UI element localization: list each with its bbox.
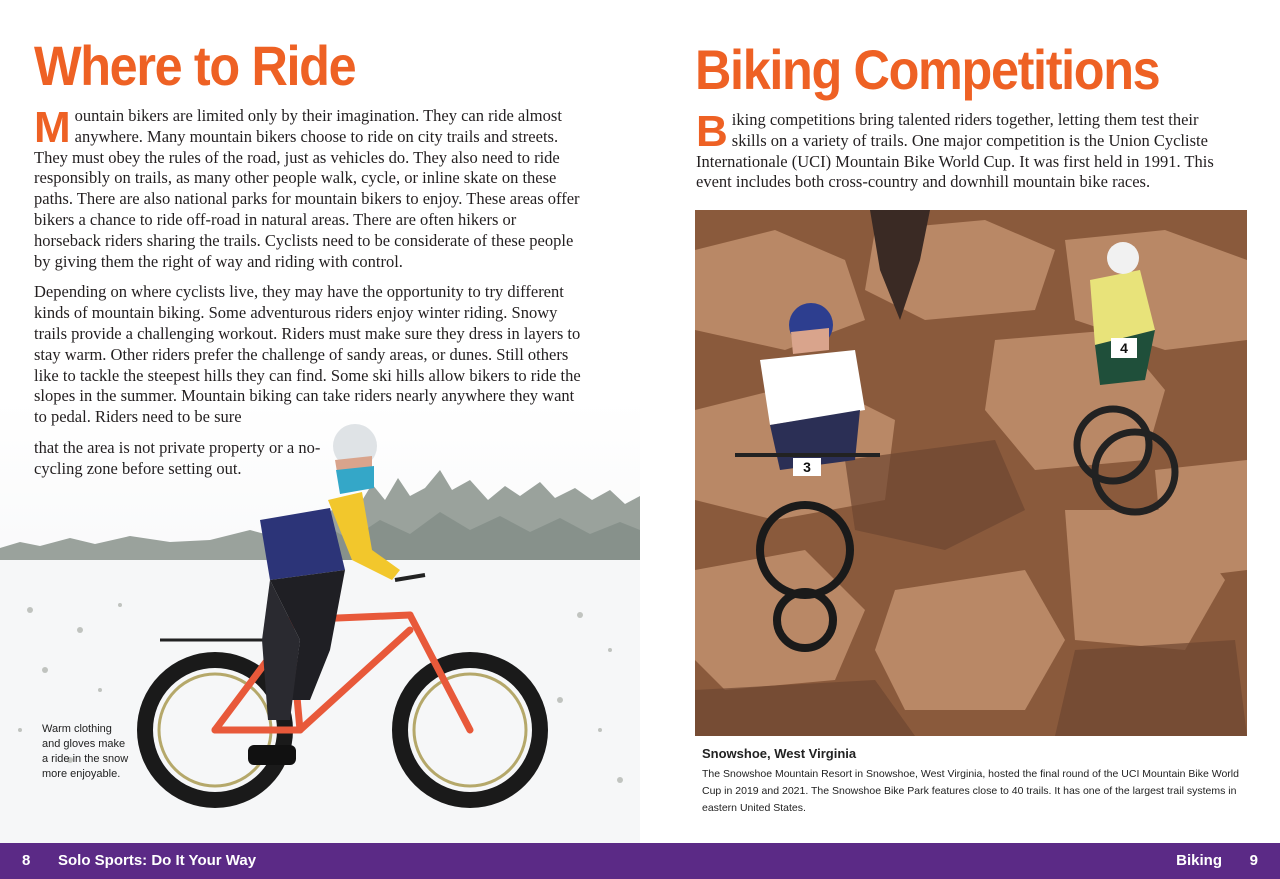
photo-caption-body: The Snowshoe Mountain Resort in Snowshoe, West Virginia, hosted the final round of the UCI Mountain Bike World Cup in 2019 and 2021. The Snowshoe Bike Park features close to 40 trails. It has one of the largest trail systems in eastern United States.: [702, 768, 1239, 814]
left-page-number: 8: [22, 852, 31, 869]
paragraph-2-end: that the area is not private property or a no-cycling zone before setting out.: [34, 437, 321, 478]
bib-number-back: 4: [1120, 340, 1128, 356]
right-page-number: 9: [1249, 852, 1258, 869]
bib-number-front: 3: [803, 459, 811, 475]
book-title: Solo Sports: Do It Your Way: [58, 852, 257, 869]
left-body-text: [34, 103, 586, 490]
right-body-text: [696, 107, 1226, 203]
winter-photo-caption: Warm clothing and gloves make a ride in the snow more enjoyable.: [42, 723, 129, 780]
drop-cap-m: M: [34, 103, 71, 152]
section-name: Biking: [1176, 852, 1222, 869]
drop-cap-b: B: [696, 107, 728, 156]
paragraph-1-text: ountain bikers are limited only by their imagination. They can ride almost anywhere. Many mountain bikers choose to ride on city trails and streets. They must obey the rules of the road, just as vehicles do. They also need to ride responsibly on trails, as many other people walk, cycle, or inline skate on these paths. There are also national parks for mountain bikers to enjoy. These areas offer bikers a chance to ride off-road in natural areas. There are often hikers or horseback riders sharing the trails. Cyclists need to be considerate of these people by giving them the right of way and riding with control.: [34, 106, 580, 271]
right-page: [640, 0, 1280, 843]
photo-caption-title: Snowshoe, West Virginia: [702, 746, 857, 761]
competition-paragraph-text: iking competitions bring talented riders together, letting them test their skills on a variety of trails. One major competition is the Union Cycliste Internationale (UCI) Mountain Bike World Cup. It was first held in 1991. This event includes both cross-country and downhill mountain bike races.: [696, 110, 1214, 192]
race-photo: [695, 210, 1247, 736]
paragraph-2: [34, 282, 586, 428]
left-page: [0, 0, 640, 843]
paragraph-2-text: Depending on where cyclists live, they may have the opportunity to try different kinds of mountain biking. Some adventurous riders enjoy winter riding. Snowy trails provide a challenging workout. Riders must make sure they dress in layers to stay warm. Other riders prefer the challenge of sandy areas, or dunes. Still others like to tackle the steepest hills they can find. Some ski hills allow bikers to ride the slopes in the summer. Mountain biking can take riders nearly anywhere they want to pedal. Riders need to be sure: [34, 282, 581, 427]
footer-bar: [0, 843, 1280, 879]
competition-paragraph: [696, 107, 1226, 193]
page-heading-left: Where to Ride: [34, 34, 356, 97]
page-heading-right: Biking Competitions: [695, 38, 1160, 101]
paragraph-1: [34, 103, 586, 272]
